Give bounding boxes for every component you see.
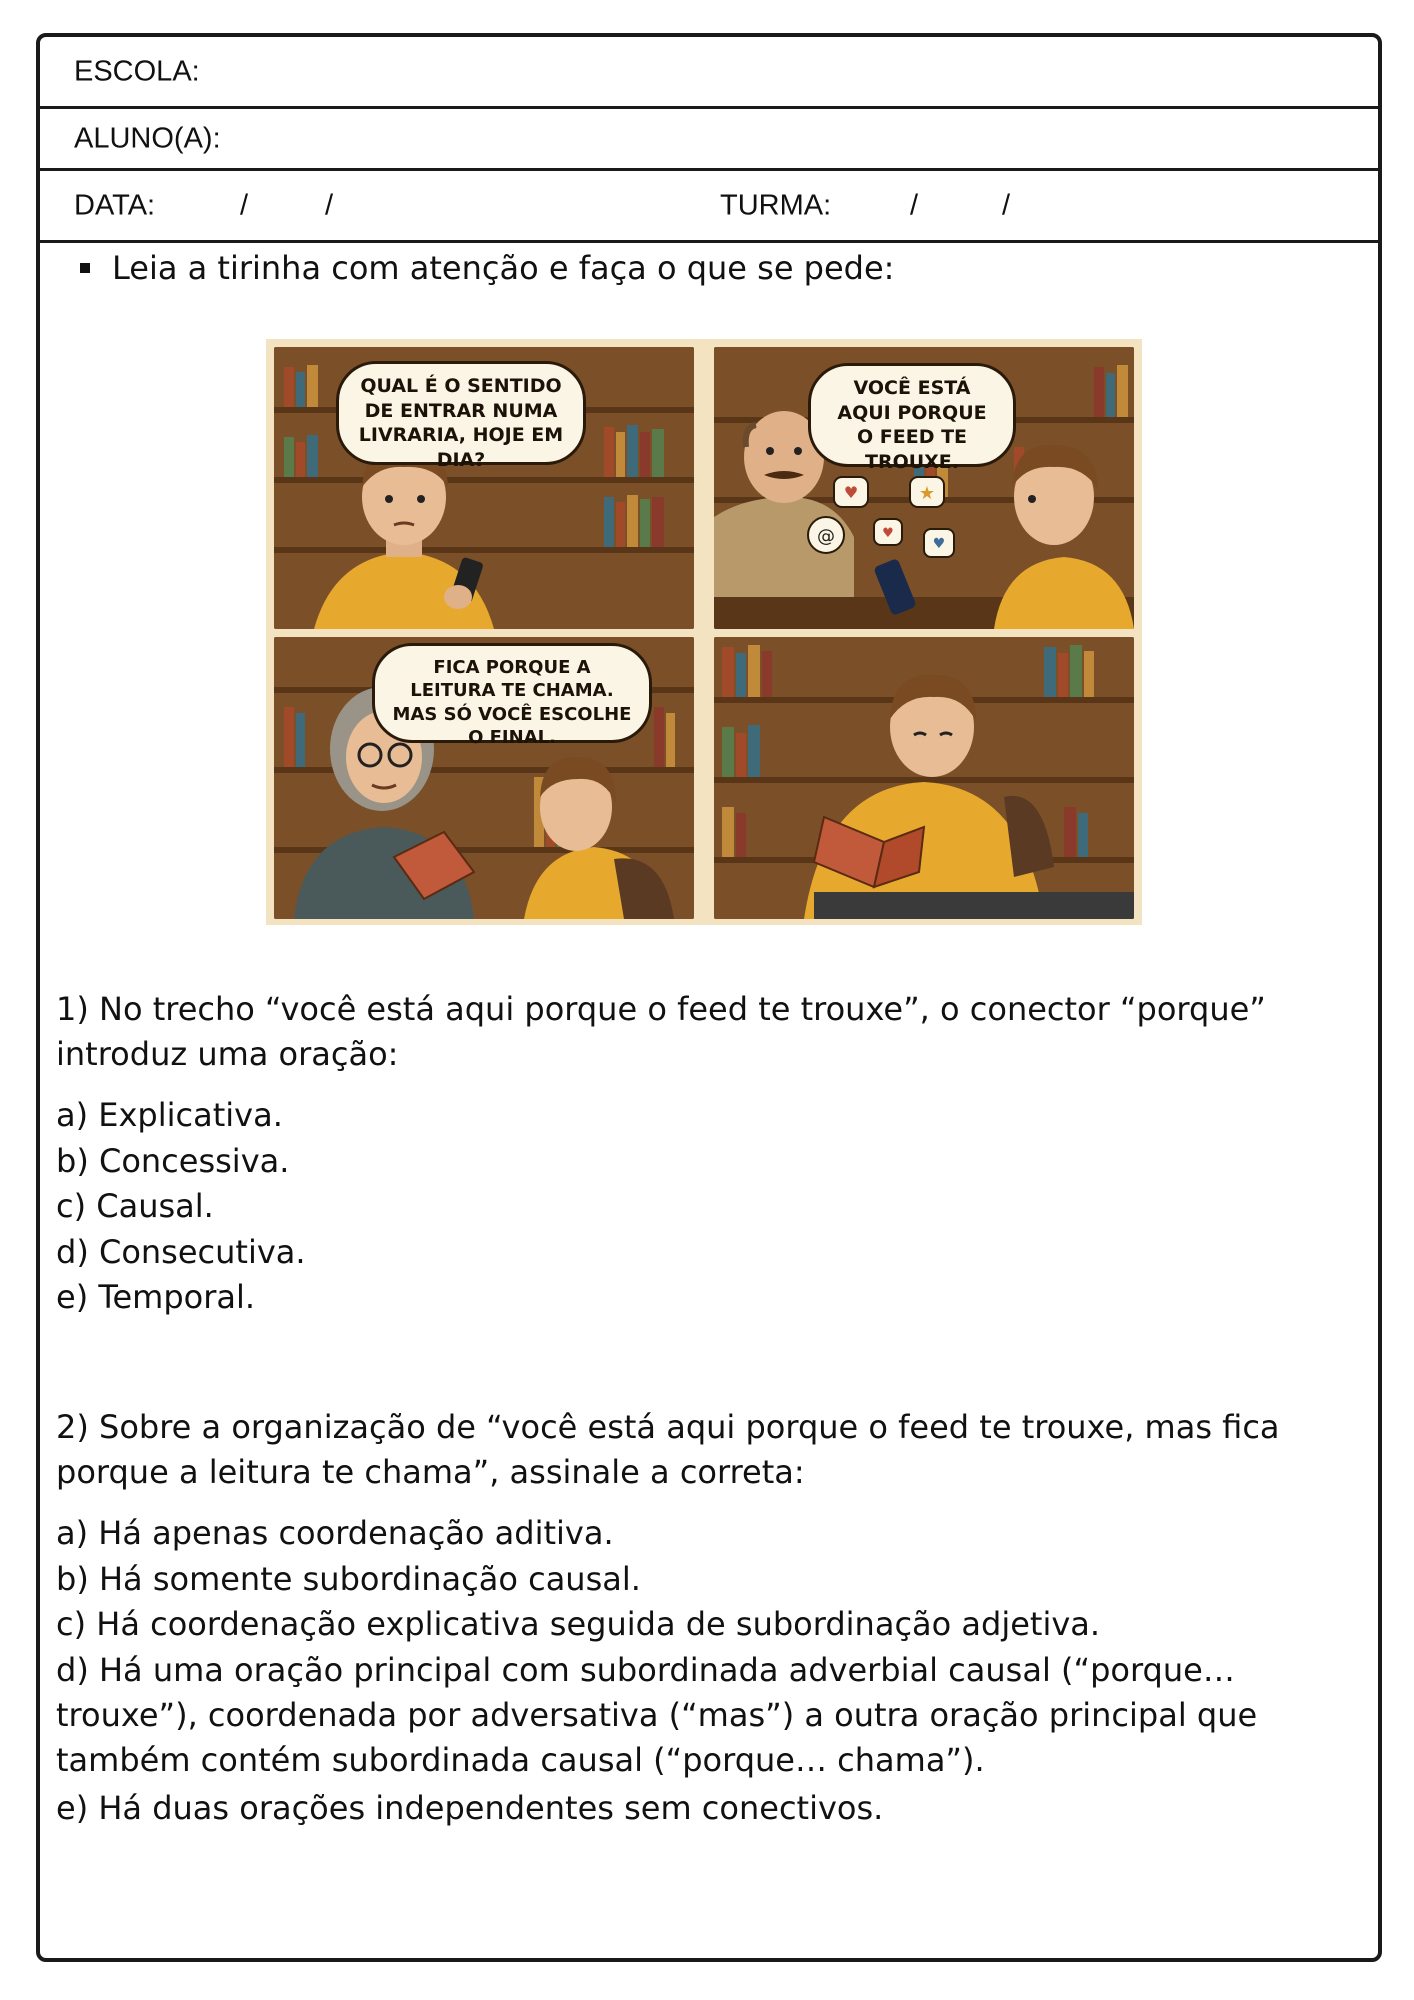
svg-text:♥: ♥: [843, 483, 859, 502]
svg-text:★: ★: [918, 483, 936, 504]
speech-bubble: FICA PORQUE A LEITURA TE CHAMA. MAS SÓ VOCÊ ESCOLHE O FINAL.: [372, 643, 652, 743]
q2-option: a) Há apenas coordenação aditiva.: [56, 1514, 614, 1552]
q2-option: e) Há duas orações independentes sem conectivos.: [56, 1789, 884, 1827]
date-separator: /: [325, 189, 334, 221]
q1-option: a) Explicativa.: [56, 1096, 283, 1134]
q2-option: b) Há somente subordinação causal.: [56, 1560, 641, 1598]
student-row: [40, 109, 1378, 171]
class-separator: /: [1002, 189, 1011, 221]
svg-text:@: @: [817, 526, 835, 547]
question-1: 1) No trecho “você está aqui porque o feed te trouxe”, o conector “porque” introduz uma oração:: [56, 990, 1266, 1073]
q1-option: b) Concessiva.: [56, 1142, 290, 1180]
worksheet: [36, 33, 1382, 1962]
comic-strip: [266, 339, 1142, 925]
svg-text:♥: ♥: [932, 536, 946, 552]
comic-panel-1: [274, 347, 694, 629]
class-label: TURMA:: [720, 189, 832, 221]
svg-text:♥: ♥: [882, 526, 894, 541]
q2-option: c) Há coordenação explicativa seguida de subordinação adjetiva.: [56, 1605, 1101, 1643]
instruction-text: Leia a tirinha com atenção e faça o que se pede:: [112, 249, 895, 287]
speech-bubble: VOCÊ ESTÁ AQUI PORQUE O FEED TE TROUXE.: [808, 363, 1016, 467]
comic-panel-3: [274, 637, 694, 919]
q1-option: c) Causal.: [56, 1187, 214, 1225]
q1-option: d) Consecutiva.: [56, 1233, 306, 1271]
q1-option: e) Temporal.: [56, 1278, 256, 1316]
student-label: ALUNO(A):: [74, 122, 221, 154]
instruction: [80, 249, 894, 287]
school-row: [40, 37, 1378, 109]
class-separator: /: [910, 189, 919, 221]
question-2: 2) Sobre a organização de “você está aqui porque o feed te trouxe, mas fica porque a leitura te chama”, assinale a correta:: [56, 1408, 1280, 1491]
comic-panel-4-art: [714, 637, 1134, 919]
speech-bubble: QUAL É O SENTIDO DE ENTRAR NUMA LIVRARIA, HOJE EM DIA?: [336, 361, 586, 465]
date-label: DATA:: [74, 189, 156, 221]
comic-panel-2: [714, 347, 1134, 629]
q2-option: d) Há uma oração principal com subordinada adverbial causal (“porque… trouxe”), coordenada por adversativa (“mas”) a outra oração principal que também contém subordinada causal (“porque… chama”).: [56, 1651, 1258, 1779]
bullet-icon: [80, 263, 90, 273]
date-separator: /: [240, 189, 249, 221]
school-label: ESCOLA:: [74, 55, 200, 87]
comic-panel-4: [714, 637, 1134, 919]
date-class-row: [40, 171, 1378, 243]
